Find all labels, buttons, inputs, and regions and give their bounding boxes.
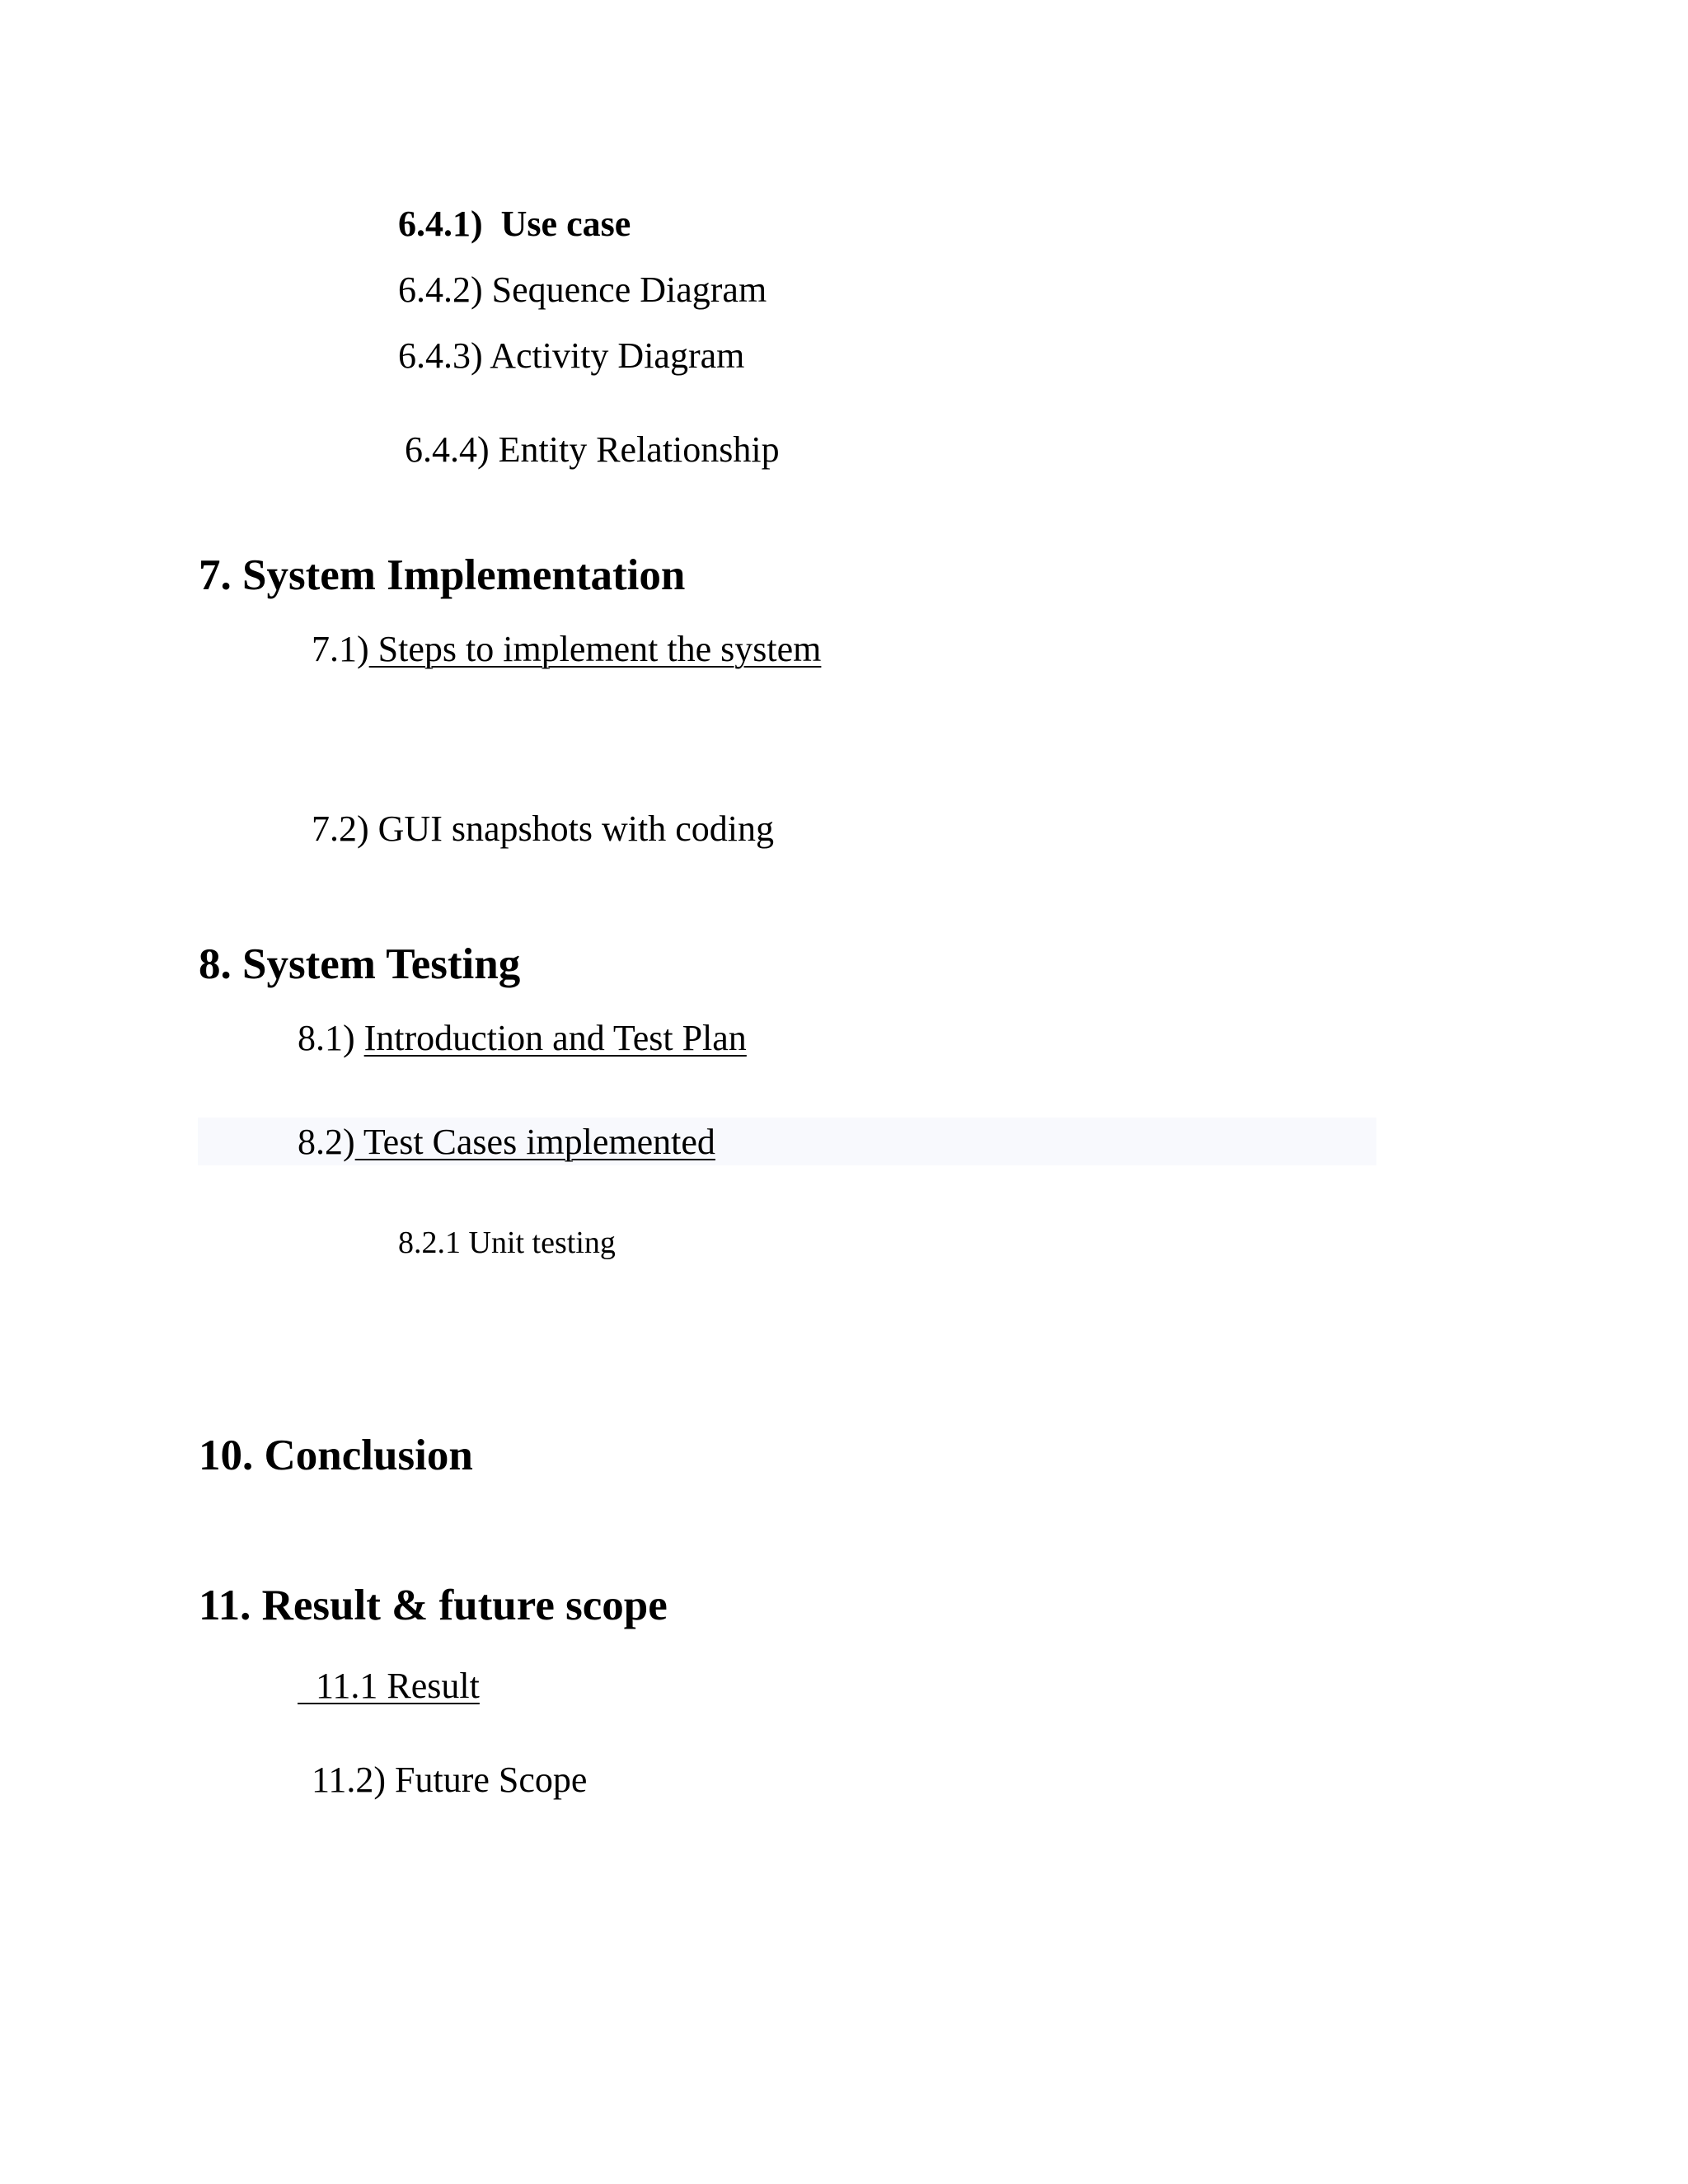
toc-item-8-2	[298, 1124, 715, 1160]
toc-item-7-1	[312, 631, 821, 668]
section-heading-8: 8. System Testing	[199, 940, 521, 988]
toc-item-8-2-number: 8.2)	[298, 1122, 355, 1162]
toc-item-11-2: 11.2) Future Scope	[312, 1760, 588, 1800]
section-heading-7: 7. System Implementation	[199, 551, 686, 599]
toc-item-6-4-2: 6.4.2) Sequence Diagram	[398, 269, 767, 310]
toc-item-8-1	[298, 1020, 747, 1057]
toc-item-8-2-1: 8.2.1 Unit testing	[398, 1226, 616, 1260]
toc-item-6-4-3: 6.4.3) Activity Diagram	[398, 335, 745, 376]
toc-item-6-4-1: 6.4.1) Use case	[398, 204, 631, 244]
toc-item-7-1-number: 7.1)	[312, 629, 369, 669]
toc-item-6-4-4: 6.4.4) Entity Relationship	[405, 429, 780, 470]
toc-item-7-1-link[interactable]: Steps to implement the system	[368, 629, 822, 669]
toc-item-8-1-link[interactable]: Introduction and Test Plan	[363, 1018, 747, 1058]
toc-item-8-1-number: 8.1)	[298, 1018, 364, 1058]
toc-item-7-2: 7.2) GUI snapshots with coding	[312, 808, 774, 849]
section-heading-10: 10. Conclusion	[199, 1432, 473, 1479]
toc-item-8-2-link[interactable]: Test Cases implemented	[354, 1122, 715, 1162]
toc-item-11-1-link[interactable]: 11.1 Result	[298, 1666, 480, 1706]
section-heading-11: 11. Result & future scope	[199, 1582, 668, 1629]
